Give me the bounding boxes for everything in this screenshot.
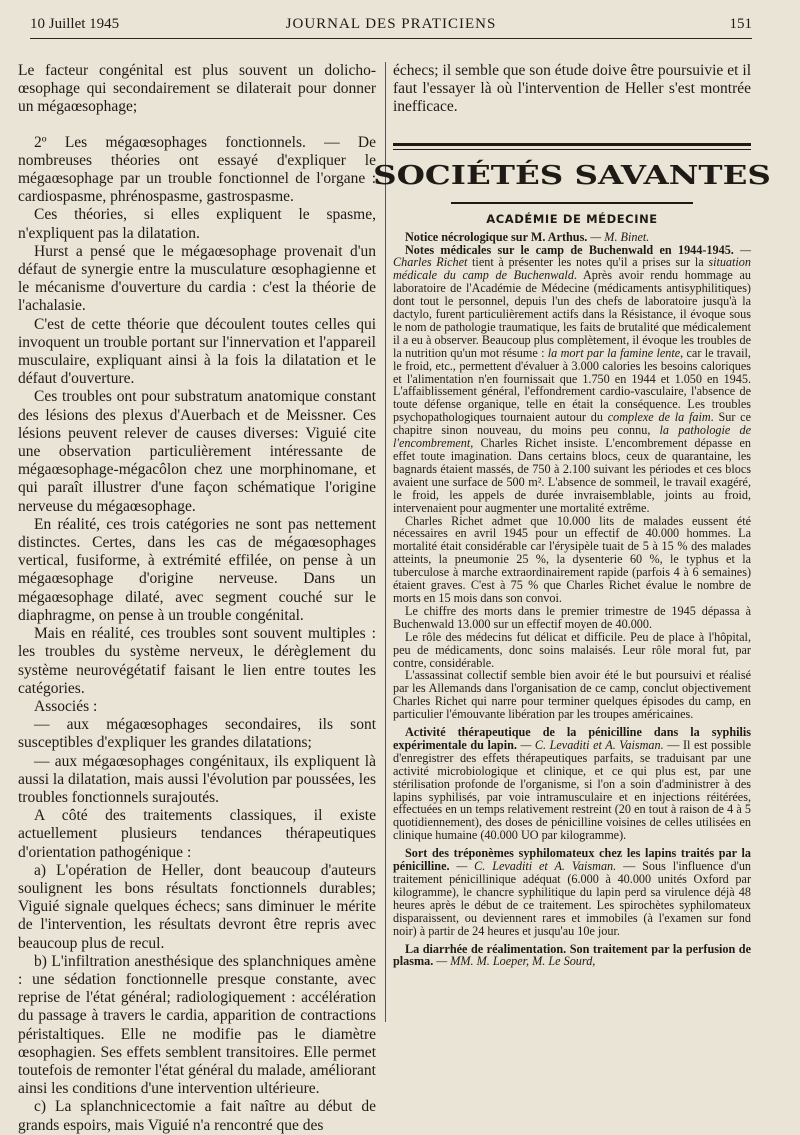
paragraph: a) L'opération de Heller, dont beaucoup d'auteurs soulignent les bons résultats fonctionnels durables; Viguié signale quelques échecs; sans diminuer le mérite de l'intervention, les résultats devront être repris avec beaucoup plus de recul. (18, 861, 376, 952)
paragraph: c) La splanchnicectomie a fait naître au début de grands espoirs, mais Viguié n'a rencontré que des (18, 1098, 376, 1134)
entry-title: La diarrhée de réalimentation. Son traitement par la perfusion de plasma. (393, 941, 751, 969)
entry-author: — Charles Richet (393, 242, 751, 270)
journal-title: JOURNAL DES PRATICIENS (285, 16, 497, 32)
entry-text: Charles Richet admet que 10.000 lits de malades eussent été nécessaires en avril 1945 pour un effectif de 40.000 hommes. La mortalité était considérable car l'érysipèle tuait de 5 à 15 % des malades atteints, la pneumonie 25 %, la dysenterie 60 %, le typhus et la tuberculose à marche extraordinairement rapide (parfois 4 à 6 semaines) étaient graves. C'est à 75 % que Charles Richet évalue le nombre de morts en 15 mois dans son convoi. (393, 513, 751, 605)
section-title: SOCIÉTÉS SAVANTES (373, 160, 771, 191)
entry-text: la mort par la famine lente (547, 345, 681, 360)
paragraph: échecs; il semble que son étude doive être poursuivie et il faut l'essayer là où l'intervention de Heller s'est montrée inefficace. (393, 62, 751, 116)
entry-text: Le rôle des médecins fut délicat et difficile. Peu de place à l'hôpital, peu de médicaments, donc soins malaisés. Leur rôle moral fut, par contre, considérable. (393, 629, 751, 670)
entry-text: , car le travail, le froid, etc., permettent d'évaluer à 3.000 calories les besoins caloriques et l'alimentation n'en fournissait que 1.750 en 1944 et 1.050 en 1945. L'affaiblissement général, l'effondrement cardio-vasculaire, l'absence de toute défense organique, telle en était la conséquence. Les troubles psychopathologiques tournaient autour du (393, 345, 751, 425)
entry-text: . Après avoir rendu hommage au laboratoire de l'Académie de Médecine (médicaments antisyphilitiques) dont tout le personnel, depuis l'un des chefs de laboratoire jusqu'à la dactylo, furent particulièrement actifs dans la Résistance, il évoque sous le nom de pathologie traumatique, les faits de brutalité que médicalement il a eu à observer. Beaucoup plus complètement, il évoque les troubles de la nutrition qu'un mot résume : (393, 268, 751, 360)
entry-title: Activité thérapeutique de la pénicilline dans la syphilis expérimentale du lapin. (393, 725, 751, 752)
entry-diarrhee (393, 943, 751, 969)
page-number: 151 (729, 16, 752, 32)
paragraph: 2º Les mégaœsophages fonctionnels. — De nombreuses théories ont essayé d'expliquer le mégaœsophage par un trouble fonctionnel de l'organe : cardiospasme, phrénospasme, gastrospasme. (18, 133, 376, 206)
entry-text: Le chiffre des morts dans le premier trimestre de 1945 dépassa à Buchenwald 13.000 sur un effectif moyen de 40.000. (393, 603, 751, 631)
entry-treponemes (393, 847, 751, 937)
paragraph: Ces troubles ont pour substratum anatomique constant des lésions des plexus d'Auerbach et de Meissner. Ces lésions peuvent relever de causes diverses: Viguié cite une observation particulièrement intéressante de mégaœsophage-mégacôlon chez une morphinomane, et qui paraît illustrer d'une façon schématique l'origine nerveuse du mégaœsophage. (18, 388, 376, 515)
paragraph: Mais en réalité, ces troubles sont souvent multiples : les troubles du système nerveux, le dérèglement du système neurovégétatif faisant le lien entre toutes les catégories. (18, 625, 376, 697)
paragraph: C'est de cette théorie que découlent toutes celles qui invoquent un trouble portant sur l'innervation et l'appareil musculaire, expliquant ainsi à la fois la dilatation et le défaut d'ouverture. (18, 315, 376, 388)
paragraph: Hurst a pensé que le mégaœsophage provenait d'un défaut de synergie entre la musculature œsophagienne et le mécanisme d'ouverture du cardia : c'est la théorie de l'achalasie. (18, 242, 376, 315)
paragraph: Le facteur congénital est plus souvent un dolicho-œsophage qui secondairement se dilaterait pour donner un mégaœsophage; (18, 62, 376, 116)
entry-title: Sort des tréponèmes syphilomateux chez les lapins traités par la pénicilline. (393, 846, 751, 874)
entry-text: — Sous l'influence d'un traitement pénicillinique adéquat (6.000 à 40.000 unités Oxford par kilogramme), le chancre syphilitique du lapin perd sa virulence déjà 48 heures après le début de ce traitement. Les spirochètes syphilomateux disparaissent, ou deviennent rares et immobiles (à l'examen sur fond noir) à partir de 24 heures et jusqu'au 10e jour. (393, 859, 752, 938)
entry-author: — C. Levaditi et A. Vaisman. (520, 737, 664, 752)
proceedings (393, 231, 751, 969)
entry-author: — C. Levaditi et A. Vaisman. (456, 859, 617, 874)
entry-text: complexe de la faim (607, 410, 711, 425)
entry-text: — Il est possible d'enregistrer des effets thérapeutiques parfaits, se traduisant par une activité microbiologique et clinique, et ce qui plus est, par une stérilisation profonde de l'organisme, si l'on a soin d'administrer à des lapins syphilisés, par voie intramusculaire et en injections réitérées, effectuées en un temps relativement restreint (20 en tout à raison de 4 à 5 quotidiennement), des doses de pénicilline voisines de celles utilisées en clinique humaine (40.000 UO par kilogramme). (393, 737, 752, 843)
entry-author: — MM. M. Loeper, M. Le Sourd, (436, 954, 596, 969)
entry-text: . Sur ce chapitre sinon nouveau, du moins peu connu, (393, 410, 751, 438)
entry-text: L'assassinat collectif semble bien avoir été le but poursuivi et réalisé par les Allemands dans l'organisation de ce camp, conclut objectivement Charles Richet qui narre pour terminer quelques épisodes du camp, en particulier l'émouvante libération par les troupes américaines. (393, 668, 751, 722)
column-rule (385, 62, 386, 1022)
running-header (30, 14, 752, 39)
entry-title: Notes médicales sur le camp de Buchenwald en 1944-1945. (405, 242, 734, 257)
section-rule-thin (393, 149, 751, 150)
section-rule-thick (393, 143, 751, 146)
entry-author: — M. Binet. (590, 229, 650, 244)
entry-text: la pathologie de l'encombrement (393, 423, 751, 451)
entry-text: tient à présenter les notes qu'il a prises sur la (467, 255, 709, 270)
issue-date: 10 Juillet 1945 (30, 16, 120, 32)
entry-text: situation médicale du camp de Buchenwald (393, 255, 751, 283)
paragraph: En réalité, ces trois catégories ne sont pas nettement distinctes. Certes, dans les cas de mégaœsophages vertical, fusiforme, à extrémité effilée, on pense à un mégaœsophage d'origine nerveuse. Dans un mégaœsophage dilaté, avec segment couché sur le diaphragme, on pense à un trouble congénital. (18, 515, 376, 624)
paragraph: Associés : (34, 697, 98, 715)
left-column (18, 62, 376, 1135)
paragraph: — aux mégaœsophages congénitaux, ils expliquent là aussi la dilatation, mais aussi l'évolution par poussées, les troubles fonctionnels surajoutés. (18, 752, 376, 806)
entry-text: , Charles Richet insiste. L'encombrement dépasse en effet toute imagination. Dans certains blocs, ceux de quarantaine, les bagnards étaient massés, de 750 à 2.100 suivant les périodes et ces blocs avaient une surface de 500 m². L'absence de sommeil, le travail exagéré, le froid, les appels de durée invraisemblable, joints au froid, intervenaient pour augmenter une mortalité extrême. (393, 436, 751, 515)
section-rule-short (451, 202, 693, 204)
entry-penicillin (393, 726, 751, 842)
paragraph: A côté des traitements classiques, il existe actuellement plusieurs tendances thérapeutiques d'orientation pathogénique : (18, 807, 376, 861)
paragraph: Ces théories, si elles expliquent le spasme, n'expliquent pas la dilatation. (18, 206, 376, 242)
right-column (373, 62, 771, 969)
society-heading: ACADÉMIE DE MÉDECINE (486, 211, 658, 226)
entry-title: Notice nécrologique sur M. Arthus. (405, 229, 588, 244)
paragraph: — aux mégaœsophages secondaires, ils sont susceptibles d'expliquer les grandes dilatations; (18, 716, 376, 752)
entry-buchenwald (393, 244, 751, 515)
paragraph: b) L'infiltration anesthésique des splanchniques amène : une sédation fonctionnelle presque constante, avec reprise de l'état général; radiologiquement : accélération du passage à travers le cardia, apparition de contractions péristaltiques. Elle ne modifie pas le diamètre œsophagien. Ses effets semblent transitoires. Elle permet toutefois de remonter l'état général du malade, améliorant ainsi les conditions d'une intervention ultérieure. (18, 952, 376, 1098)
